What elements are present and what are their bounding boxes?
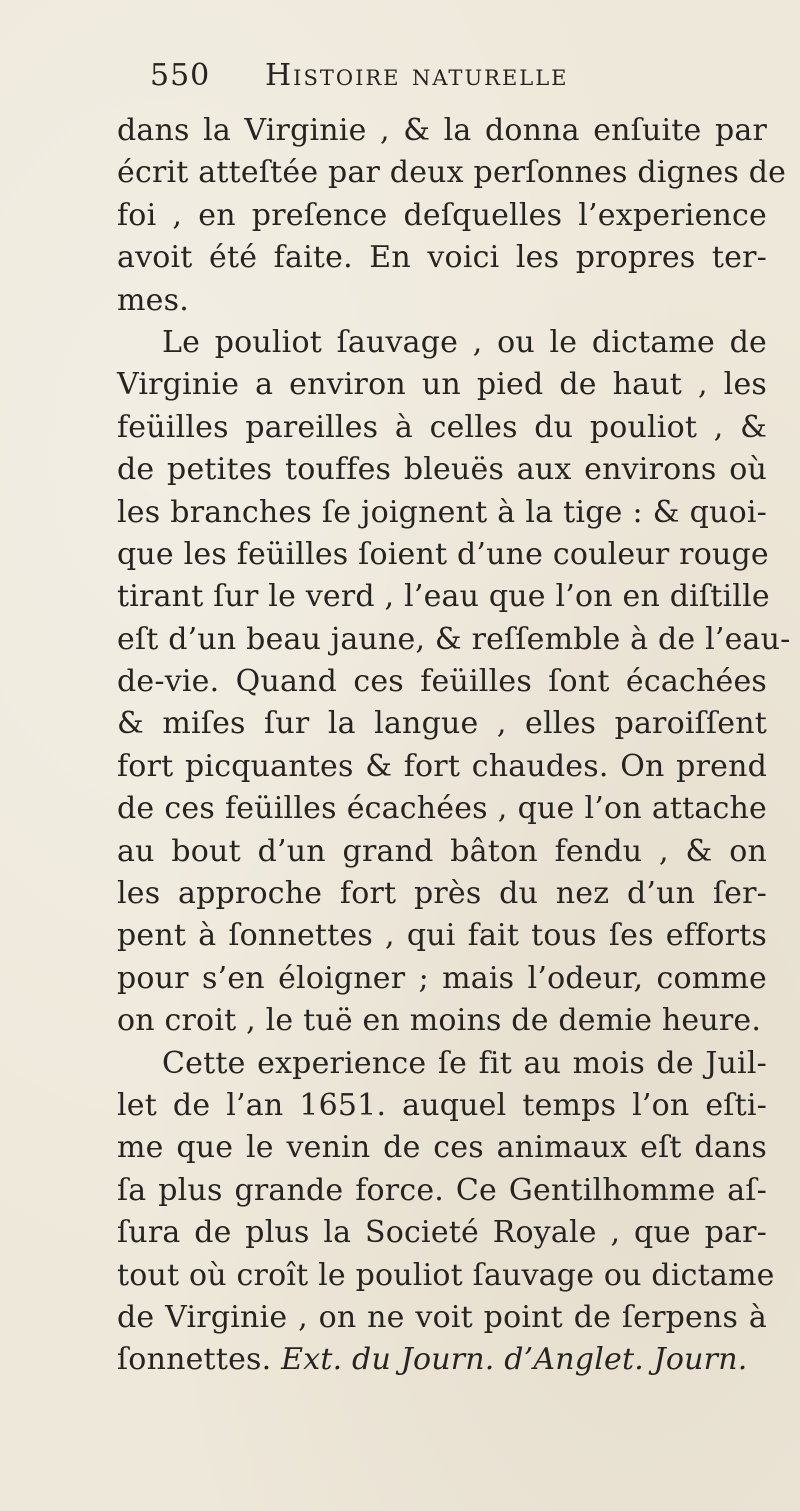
last-line-text: ſonnettes. bbox=[117, 1342, 272, 1378]
text-line: eſt d’un beau jaune, & reſſemble à de l’eau- bbox=[117, 621, 791, 657]
text-line: on croit , le tuë en moins de demie heure. bbox=[117, 1003, 762, 1039]
text-line: pent à ſonnettes , qui fait tous ſes efforts bbox=[117, 918, 767, 954]
text-line: me que le venin de ces animaux eſt dans bbox=[117, 1130, 767, 1166]
text-line: de-vie. Quand ces feüilles ſont écachées bbox=[117, 664, 767, 700]
text-line: avoit été faite. En voici les propres ter- bbox=[117, 240, 767, 276]
text-line: au bout d’un grand bâton fendu , & on bbox=[117, 833, 767, 869]
text-line: feüilles pareilles à celles du pouliot , & bbox=[117, 409, 767, 445]
page-header bbox=[150, 58, 770, 98]
text-line: tirant ſur le verd , l’eau que l’on en diſtille bbox=[117, 579, 770, 615]
paragraph-first-line: Cette experience ſe fit au mois de Juil- bbox=[162, 1045, 767, 1081]
text-line: ſura de plus la Societé Royale , que par- bbox=[117, 1215, 767, 1251]
source-reference: Ext. du Journ. d’Anglet. Journ. bbox=[281, 1342, 748, 1378]
text-line: les branches ſe joignent à la tige : & quoi- bbox=[117, 494, 767, 530]
text-line: fort picquantes & fort chaudes. On prend bbox=[117, 748, 767, 784]
text-line bbox=[117, 1339, 767, 1381]
text-line: de ces feüilles écachées , que l’on attache bbox=[117, 791, 767, 827]
text-line: let de l’an 1651. auquel temps l’on eſti- bbox=[117, 1087, 767, 1123]
text-line: les approche fort près du nez d’un ſer- bbox=[117, 876, 767, 912]
text-line: mes. bbox=[117, 282, 189, 318]
running-title: Histoire naturelle bbox=[265, 58, 569, 93]
body-text bbox=[117, 110, 791, 1382]
text-line: & miſes ſur la langue , elles paroiſſent bbox=[117, 706, 767, 742]
page-number: 550 bbox=[150, 58, 211, 93]
text-line: ſa plus grande force. Ce Gentilhomme aſ- bbox=[117, 1172, 767, 1208]
text-line: de petites touffes bleuës aux environs où bbox=[117, 452, 767, 488]
text-line: foi , en preſence deſquelles l’experience bbox=[117, 197, 767, 233]
text-line: écrit atteſtée par deux perſonnes dignes de bbox=[117, 155, 787, 191]
text-line: pour s’en éloigner ; mais l’odeur, comme bbox=[117, 960, 767, 996]
text-line: tout où croît le pouliot ſauvage ou dictame bbox=[117, 1257, 775, 1293]
text-line: Virginie a environ un pied de haut , les bbox=[117, 367, 767, 403]
text-line: de Virginie , on ne voit point de ſerpens à bbox=[117, 1299, 767, 1335]
paragraph-first-line: Le pouliot ſauvage , ou le dictame de bbox=[162, 324, 767, 360]
text-line: dans la Virginie , & la donna enſuite par bbox=[117, 113, 767, 148]
text-line: que les feüilles ſoient d’une couleur rouge bbox=[117, 536, 769, 572]
